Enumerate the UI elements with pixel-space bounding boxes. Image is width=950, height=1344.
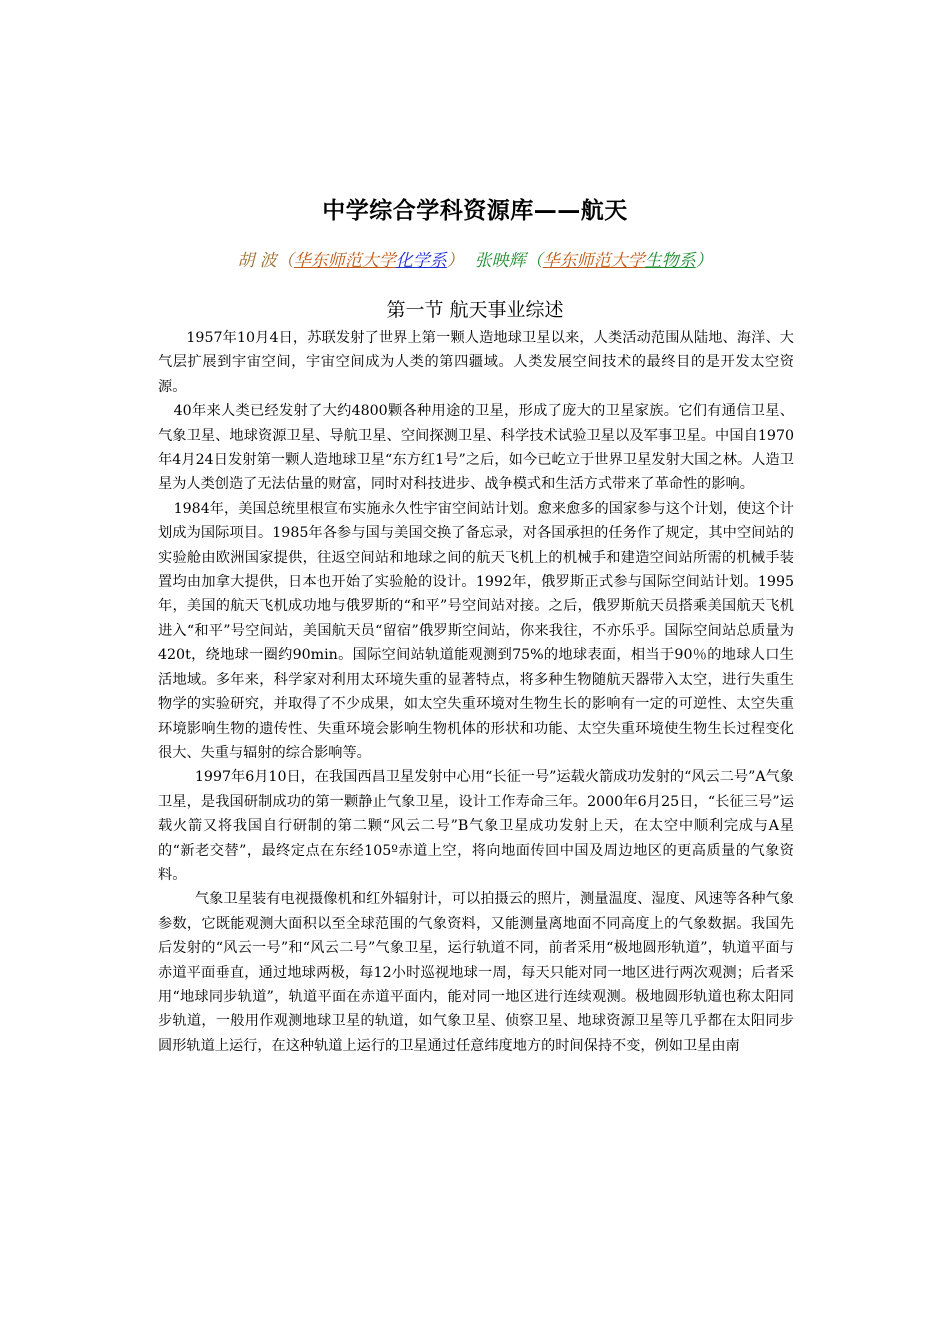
document-title: 中学综合学科资源库——航天: [322, 198, 628, 224]
section-title: 第一节 航天事业综述: [386, 299, 564, 321]
close-paren: ）: [695, 251, 713, 271]
paragraph: 1984年，美国总统里根宣布实施永久性宇宙空间站计划。愈来愈多的国家参与这个计划，使这个计划成为国际项目。1985年各参与国与美国交换了备忘录，对各国承担的任务作了规定，其中空间站的实验舱由欧洲国家提供，往返空间站和地球之间的航天飞机上的机械手和建造空间站所需的机械手装置均由加拿大提供，日本也开始了实验舱的设计。1992年，俄罗斯正式参与国际空间站计划。1995年，美国的航天飞机成功地与俄罗斯的“和平”号空间站对接。之后，俄罗斯航天员搭乘美国航天飞机进入“和平”号空间站，美国航天员“留宿”俄罗斯空间站，你来我往，不亦乐乎。国际空间站总质量为420t，绕地球一圈约90min。国际空间站轨道能观测到75%的地球表面，相当于90％的地球人口生活地域。多年来，科学家对利用太环境失重的显著特点，将多种生物随航天器带入太空，进行失重生物学的实验研究，并取得了不少成果，如太空失重环境对生物生长的影响有一定的可逆性、太空失重环境影响生物的遗传性、失重环境会影响生物机体的形状和功能、太空失重环境使生物生长过程变化很大、失重与辐射的综合影响等。: [158, 500, 794, 761]
university-link-2[interactable]: 华东师范大学: [542, 251, 645, 271]
document-body: [158, 326, 794, 1058]
paragraph: 40年来人类已经发射了大约4800颗各种用途的卫星，形成了庞大的卫星家族。它们有通信卫星、气象卫星、地球资源卫星、导航卫星、空间探测卫星、科学技术试验卫星以及军事卫星。中国自1970年4月24日发射第一颗人造地球卫星“东方红1号”之后，如今已屹立于世界卫星发射大国之林。人造卫星为人类创造了无法估量的财富，同时对科技进步、战争模式和生活方式带来了革命性的影响。: [158, 403, 794, 493]
paragraph: 1997年6月10日，在我国西昌卫星发射中心用“长征一号”运载火箭成功发射的“风云二号”A气象卫星，是我国研制成功的第一颗静止气象卫星，设计工作寿命三年。2000年6月25日，“长征三号”运载火箭又将我国自行研制的第二颗“风云二号”B气象卫星成功发射上天，在太空中顺利完成与A星的“新老交替”，最终定点在东经105º赤道上空，将向地面传回中国及周边地区的更高质量的气象资料。: [158, 769, 794, 883]
author-zhang-yinghui: 张映辉: [474, 251, 526, 271]
open-paren: （: [276, 251, 294, 271]
paragraph: 气象卫星装有电视摄像机和红外辐射计，可以拍摄云的照片，测量温度、湿度、风速等各种气象参数，它既能观测大面积以至全球范围的气象资料，又能测量离地面不同高度上的气象数据。我国先后发射的“风云一号”和“风云二号”气象卫星，运行轨道不同，前者采用“极地圆形轨道”，轨道平面与赤道平面垂直，通过地球两极，每12小时巡视地球一周，每天只能对同一地区进行两次观测；后者采用“地球同步轨道”，轨道平面在赤道平面内，能对同一地区进行连续观测。极地圆形轨道也称太阳同步轨道，一般用作观测地球卫星的轨道，如气象卫星、侦察卫星、地球资源卫星等几乎都在太阳同步圆形轨道上运行，在这种轨道上运行的卫星通过任意纬度地方的时间保持不变，例如卫星由南: [158, 891, 794, 1054]
close-paren: ）: [446, 251, 464, 271]
open-paren: （: [525, 251, 543, 271]
university-link-1[interactable]: 华东师范大学: [293, 251, 396, 271]
department-link-chemistry[interactable]: 化学系: [395, 251, 447, 271]
author-hu-bo: 胡 波: [237, 251, 277, 271]
department-link-biology[interactable]: 生物系: [644, 251, 696, 271]
paragraph: 1957年10月4日，苏联发射了世界上第一颗人造地球卫星以来，人类活动范围从陆地、海洋、大气层扩展到宇宙空间，宇宙空间成为人类的第四疆域。人类发展空间技术的最终目的是开发太空资源。: [158, 330, 794, 395]
author-line: [0, 248, 950, 274]
